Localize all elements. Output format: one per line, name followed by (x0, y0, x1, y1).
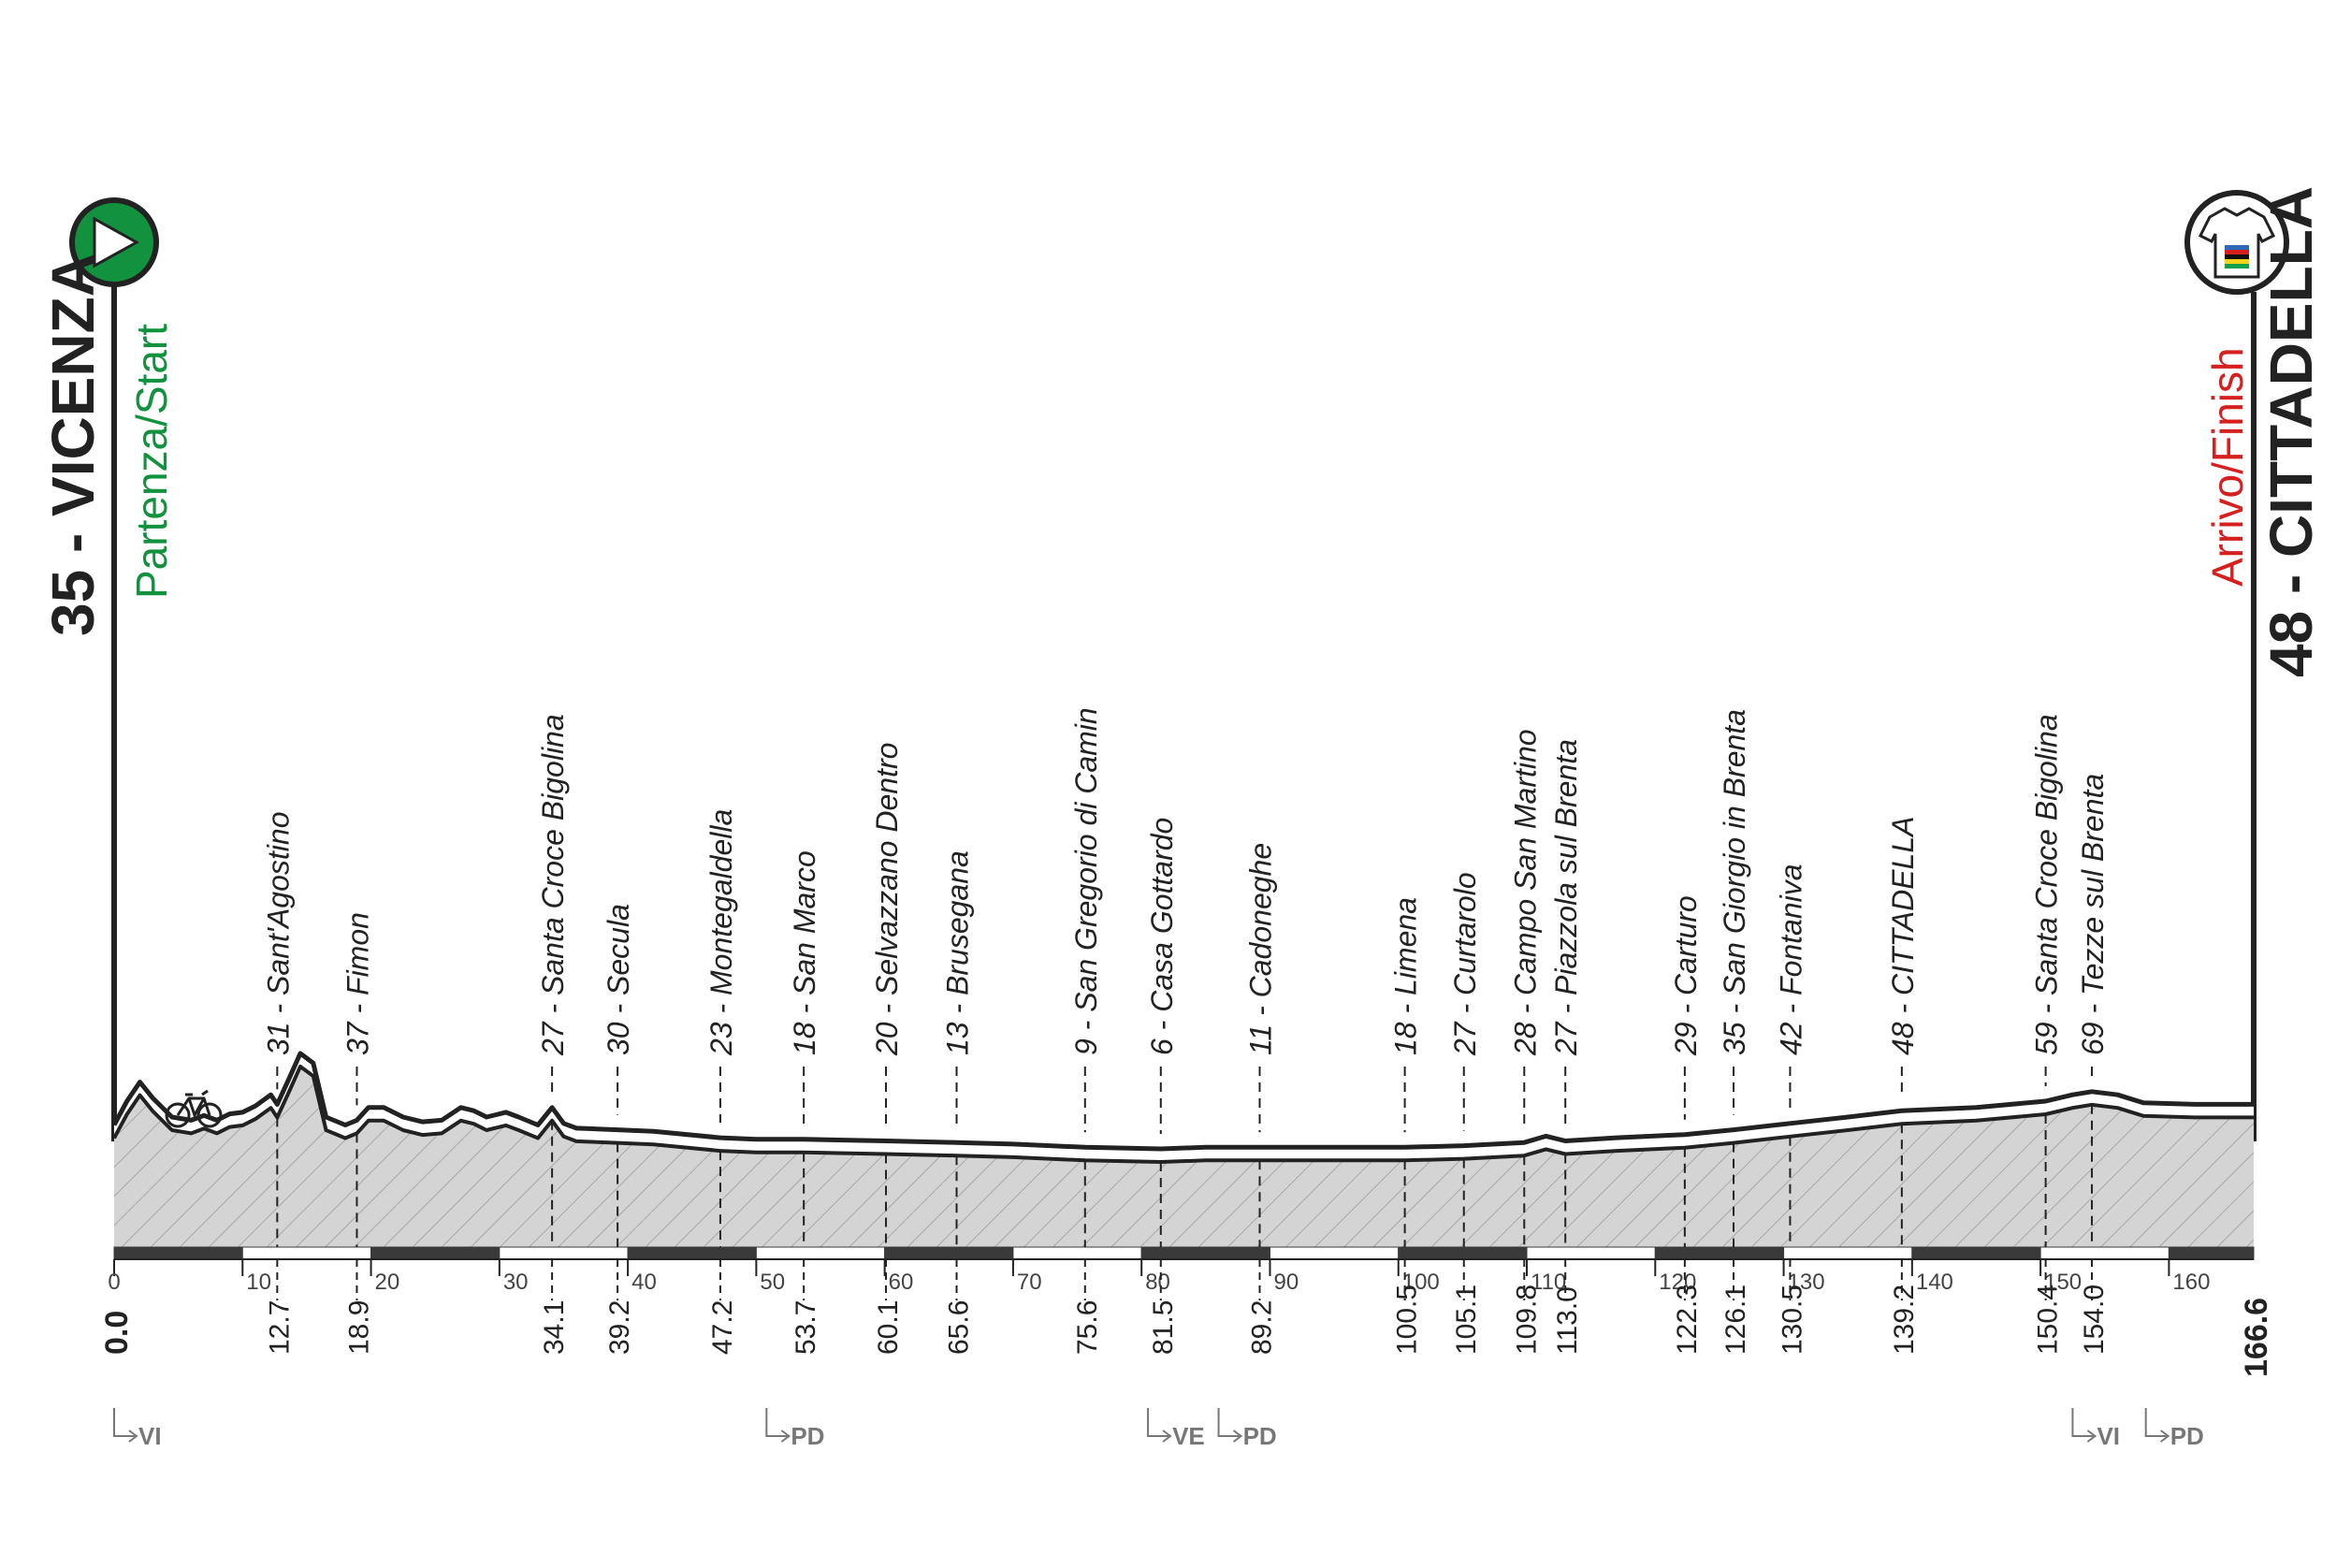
waypoint-km-label: 89.2 (1246, 1299, 1278, 1355)
scale-tick-label: 80 (1145, 1270, 1170, 1295)
scale-segment (885, 1247, 1013, 1259)
scale-tick-label: 150 (2044, 1270, 2083, 1295)
waypoint-label: 6 - Casa Gottardo (1144, 817, 1179, 1055)
province-entry-arrow-icon (2146, 1408, 2169, 1442)
start-town-label: 35 - VICENZA (39, 254, 107, 636)
waypoint-km-label: 150.4 (2032, 1284, 2064, 1355)
scale-tick-label: 110 (1531, 1270, 1567, 1295)
scale-segment (1270, 1247, 1398, 1259)
waypoint-label: 18 - Limena (1388, 897, 1423, 1055)
finish-town-label: 48 - CITTADELLA (2257, 185, 2325, 677)
waypoint-km-label: 113.0 (1552, 1286, 1584, 1355)
waypoint-km-label: 109.8 (1511, 1284, 1543, 1355)
province-entry-arrow-icon (1219, 1408, 1241, 1442)
scale-tick-label: 0 (108, 1270, 121, 1295)
start-caption: Partenza/Start (127, 323, 176, 599)
waypoint-km-label: 122.3 (1671, 1284, 1703, 1355)
finish-km-label: 166.6 (2239, 1297, 2274, 1377)
scale-tick-label: 40 (631, 1270, 657, 1295)
scale-segment (628, 1247, 756, 1259)
scale-segment (1784, 1247, 1912, 1259)
waypoint-km-label: 12.7 (264, 1299, 296, 1355)
waypoint-label: 27 - Curtarolo (1447, 872, 1482, 1055)
province-entry-arrow-icon (766, 1408, 789, 1442)
scale-segment (2169, 1247, 2254, 1259)
province-code-label: VE (1172, 1422, 1205, 1450)
scale-tick-label: 30 (502, 1270, 529, 1295)
waypoint-label: 59 - Santa Croce Bigolina (2029, 714, 2064, 1055)
waypoint-km-label: 65.6 (943, 1299, 975, 1355)
scale-segment (114, 1247, 242, 1259)
distance-scale (99, 1247, 2274, 1377)
scale-segment (1399, 1247, 1527, 1259)
scale-segment (500, 1247, 628, 1259)
scale-segment (1912, 1247, 2040, 1259)
waypoint-km-label: 75.6 (1071, 1299, 1103, 1355)
waypoint-label: 13 - Brusegana (940, 850, 975, 1055)
waypoint-label: 18 - San Marco (788, 850, 822, 1055)
waypoint-label: 28 - Campo San Martino (1508, 729, 1543, 1055)
scale-segment (756, 1247, 884, 1259)
province-entry-arrow-icon (1148, 1408, 1170, 1442)
waypoint-km-label: 105.1 (1450, 1284, 1482, 1355)
scale-segment (1141, 1247, 1270, 1259)
province-entries (114, 1408, 2204, 1450)
scale-segment (1527, 1247, 1655, 1259)
province-code-label: PD (1242, 1422, 1277, 1450)
province-code-label: VI (138, 1422, 162, 1450)
scale-tick-label: 50 (760, 1270, 786, 1295)
waypoint-km-label: 34.1 (539, 1299, 571, 1355)
waypoint-label: 42 - Fontaniva (1774, 864, 1808, 1055)
scale-tick-label: 20 (374, 1270, 400, 1295)
province-code-label: PD (791, 1422, 825, 1450)
waypoint-km-label: 81.5 (1147, 1299, 1179, 1355)
scale-segment (1013, 1247, 1141, 1259)
waypoint-label: 20 - Selvazzano Dentro (870, 742, 905, 1055)
province-code-label: PD (2170, 1422, 2204, 1450)
waypoint-label: 30 - Secula (602, 904, 636, 1055)
province-entry-arrow-icon (114, 1408, 137, 1442)
scale-tick-label: 70 (1016, 1270, 1042, 1295)
waypoint-km-label: 60.1 (873, 1299, 905, 1355)
waypoint-label: 11 - Cadoneghe (1243, 842, 1278, 1055)
province-code-label: VI (2097, 1422, 2121, 1450)
scale-tick-label: 100 (1401, 1270, 1440, 1295)
waypoint-km-label: 154.0 (2079, 1284, 2111, 1355)
scale-segment (1655, 1247, 1783, 1259)
scale-tick-label: 160 (2172, 1270, 2211, 1295)
waypoint-label: 27 - Piazzola sul Brenta (1549, 739, 1584, 1055)
waypoint-km-label: 39.2 (604, 1299, 636, 1355)
waypoint-label: 35 - San Giorgio in Brenta (1718, 709, 1752, 1055)
scale-tick-label: 130 (1787, 1270, 1825, 1295)
scale-segment (371, 1247, 500, 1259)
waypoint-label: 31 - Sant'Agostino (261, 811, 296, 1055)
waypoint-km-label: 139.2 (1888, 1284, 1920, 1355)
waypoint-km-label: 18.9 (343, 1299, 375, 1355)
waypoint-label: 69 - Tezze sul Brenta (2076, 773, 2111, 1055)
province-entry-arrow-icon (2072, 1408, 2095, 1442)
waypoint-label: 27 - Santa Croce Bigolina (536, 714, 571, 1055)
scale-segment (2040, 1247, 2169, 1259)
waypoint-label: 29 - Carturo (1668, 895, 1703, 1055)
waypoint-label: 9 - San Gregorio di Camin (1068, 707, 1103, 1055)
waypoint-km-label: 53.7 (791, 1299, 822, 1355)
scale-tick-label: 10 (246, 1270, 271, 1295)
scale-tick-label: 140 (1915, 1270, 1953, 1295)
waypoint-label: 37 - Fimon (341, 912, 375, 1055)
elevation-profile (114, 1053, 2254, 1247)
scale-segment (242, 1247, 370, 1259)
waypoint-km-label: 100.5 (1391, 1284, 1423, 1355)
scale-tick-label: 120 (1659, 1270, 1697, 1295)
waypoint-km-label: 47.2 (706, 1299, 738, 1355)
waypoint-km-label: 130.5 (1777, 1284, 1808, 1355)
waypoint-km-label: 126.1 (1720, 1284, 1752, 1355)
scale-tick-label: 60 (888, 1270, 914, 1295)
finish-caption: Arrivo/Finish (2203, 347, 2252, 587)
waypoint-label: 23 - Montegaldella (704, 808, 738, 1055)
start-km-label: 0.0 (99, 1310, 135, 1355)
waypoint-label: 48 - CITTADELLA (1885, 816, 1920, 1055)
scale-tick-label: 90 (1273, 1270, 1299, 1295)
